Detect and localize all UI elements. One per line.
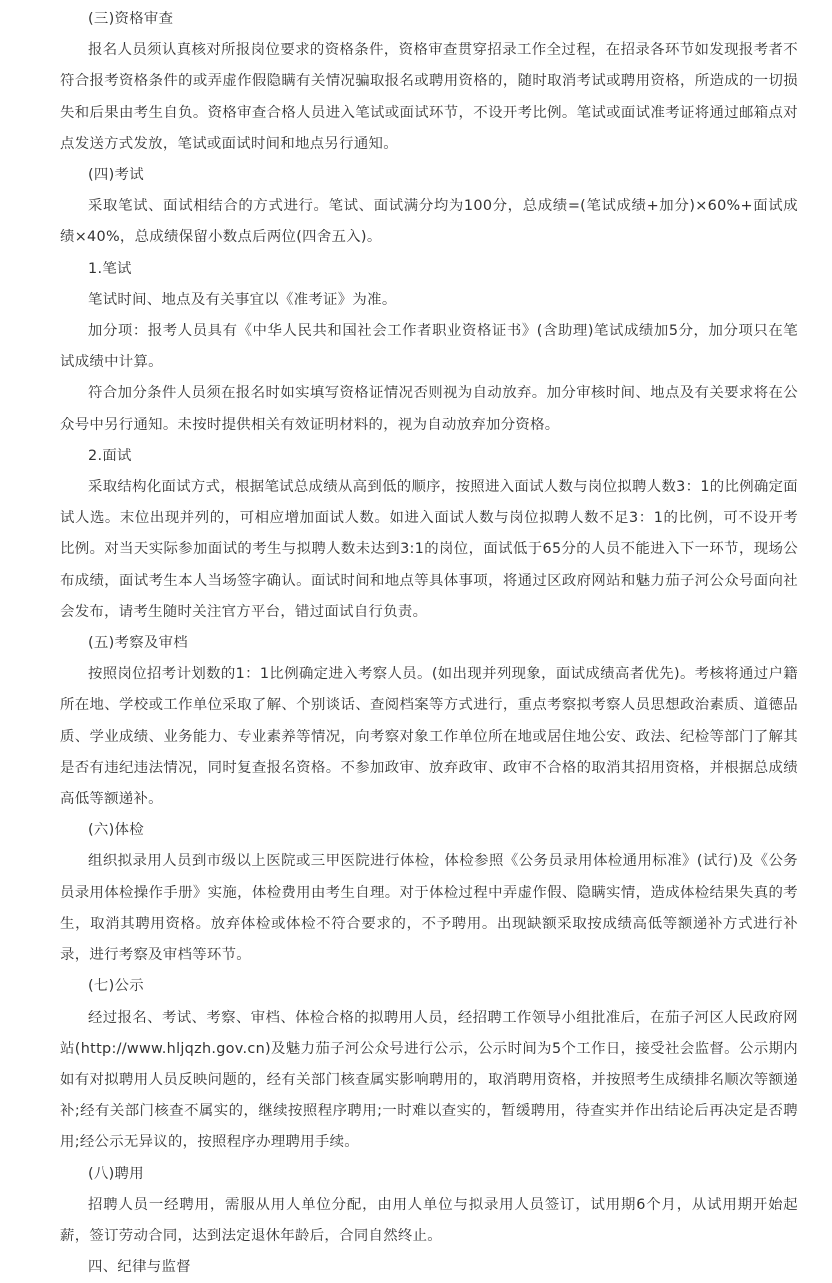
section-heading-inspection: (五)考察及审档 [88,635,188,652]
paragraph-employment: 招聘人员一经聘用，需服从用人单位分配，由用人单位与拟录用人员签订，试用期6个月，从试用期开始起薪，签订劳动合同，达到法定退休年龄后，合同自然终止。 [60,1196,798,1244]
subheading-interview: 2.面试 [88,447,132,464]
subheading-written-exam: 1.笔试 [88,260,132,277]
paragraph-bonus-points: 加分项：报考人员具有《中华人民共和国社会工作者职业资格证书》(含助理)笔试成绩加5分，加分项只在笔试成绩中计算。 [60,323,798,371]
section-heading-publicity: (七)公示 [88,978,144,995]
section-heading-exam: (四)考试 [88,167,144,184]
paragraph-interview: 采取结构化面试方式，根据笔试总成绩从高到低的顺序，按照进入面试人数与岗位拟聘人数3：1的比例确定面试人选。末位出现并列的，可相应增加面试人数。如进入面试人数与岗位拟聘人数不足3：1的比例，可不设开考比例。对当天实际参加面试的考生与拟聘人数未达到3:1的岗位，面试低于65分的人员不能进入下一环节，现场公布成绩，面试考生本人当场签字确认。面试时间和地点等具体事项，将通过区政府网站和魅力茄子河公众号面向社会发布，请考生随时关注官方平台，错过面试自行负责。 [60,479,798,620]
paragraph-written-exam-admission: 笔试时间、地点及有关事宜以《准考证》为准。 [88,291,397,308]
section-heading-qualification-review: (三)资格审查 [88,11,174,27]
paragraph-exam-method: 采取笔试、面试相结合的方式进行。笔试、面试满分均为100分，总成绩=(笔试成绩+加分)×60%+面试成绩×40%，总成绩保留小数点后两位(四舍五入)。 [60,198,798,246]
paragraph-publicity: 经过报名、考试、考察、审档、体检合格的拟聘用人员，经招聘工作领导小组批准后，在茄子河区人民政府网站(http://www.hljqzh.gov.cn)及魅力茄子河公众号进行公示，公示时间为5个工作日，接受社会监督。公示期内如有对拟聘用人员反映问题的，经有关部门核查属实影响聘用的，取消聘用资格，并按照考生成绩排名顺次等额递补;经有关部门核查不属实的，继续按照程序聘用;一时难以查实的，暂缓聘用，待查实并作出结论后再决定是否聘用;经公示无异议的，按照程序办理聘用手续。 [60,1009,798,1151]
section-heading-employment: (八)聘用 [88,1165,144,1182]
paragraph-physical-exam: 组织拟录用人员到市级以上医院或三甲医院进行体检，体检参照《公务员录用体检通用标准》(试行)及《公务员录用体检操作手册》实施，体检费用由考生自理。对于体检过程中弄虚作假、隐瞒实情，造成体检结果失真的考生，取消其聘用资格。放弃体检或体检不符合要求的，不予聘用。出现缺额采取按成绩高低等额递补方式进行补录，进行考察及审档等环节。 [60,853,798,964]
paragraph-qualification-review: 报名人员须认真核对所报岗位要求的资格条件，资格审查贯穿招录工作全过程，在招录各环节如发现报考者不符合报考资格条件的或弄虚作假隐瞒有关情况骗取报名或聘用资格的，随时取消考试或聘用资格，所造成的一切损失和后果由考生自负。资格审查合格人员进入笔试或面试环节，不设开考比例。笔试或面试准考证将通过邮箱点对点发送方式发放，笔试或面试时间和地点另行通知。 [60,42,798,152]
paragraph-inspection: 按照岗位招考计划数的1：1比例确定进入考察人员。(如出现并列现象，面试成绩高者优先)。考核将通过户籍所在地、学校或工作单位采取了解、个别谈话、查阅档案等方式进行，重点考察拟考察人员思想政治素质、道德品质、学业成绩、业务能力、专业素养等情况，向考察对象工作单位所在地或居住地公安、政法、纪检等部门了解其是否有违纪违法情况，同时复查报名资格。不参加政审、放弃政审、政审不合格的取消其招用资格，并根据总成绩高低等额递补。 [60,666,798,808]
section-heading-physical-exam: (六)体检 [88,822,144,839]
section-heading-discipline: 四、纪律与监督 [88,1259,191,1276]
paragraph-bonus-review: 符合加分条件人员须在报名时如实填写资格证情况否则视为自动放弃。加分审核时间、地点及有关要求将在公众号中另行通知。未按时提供相关有效证明材料的，视为自动放弃加分资格。 [60,385,798,433]
